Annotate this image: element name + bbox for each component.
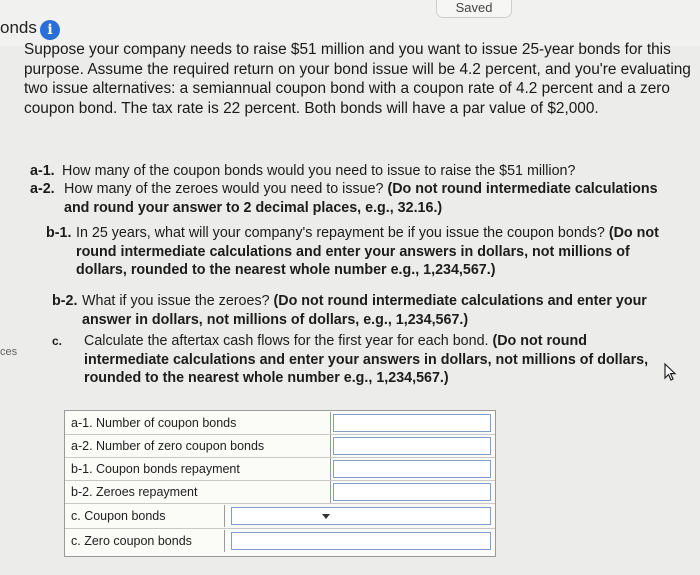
question-label: b-2. <box>52 293 78 309</box>
table-row <box>65 481 495 503</box>
coupon-cashflow-input[interactable] <box>231 507 491 525</box>
question-text: Calculate the aftertax cash flows for the first year for each bond. <box>84 333 493 349</box>
table-row <box>65 435 495 457</box>
problem-statement: Suppose your company needs to raise $51 million and you want to issue 25-year bonds for this purpose. Assume the required return on your bond issue will be 4.2 percent, and you're evaluating two issue alternatives: a semiannual coupon bond with a coupon rate of 4.2 percent and a zero coupon bond. The tax rate is 22 percent. Both bonds will have a par value of $2,000. <box>24 41 691 117</box>
table-row <box>65 412 495 434</box>
row-divider <box>65 503 495 504</box>
table-row <box>65 458 495 480</box>
row-label: c. Zero coupon bonds <box>65 530 225 552</box>
question-instruction: (Do not round intermediate calculations and enter your answer in dollars, not millions of dollars, e.g., 1,234,567.) <box>82 293 647 328</box>
info-icon[interactable]: i <box>40 20 60 40</box>
mouse-cursor-icon <box>661 362 679 382</box>
question-label: c. <box>52 334 63 348</box>
row-divider <box>65 528 495 529</box>
zeroes-repayment-input[interactable] <box>333 483 491 501</box>
question-instruction: (Do not round intermediate calculations and round your answer to 2 decimal places, e.g., 32.16.) <box>64 181 658 216</box>
row-label: c. Coupon bonds <box>65 505 225 527</box>
question-label: b-1. <box>46 225 72 241</box>
question-instruction: (Do not round intermediate calculations and enter your answers in dollars, not millions of dollars, rounded to the nearest whole number e.g., 1,234,567.) <box>84 333 649 386</box>
table-row <box>65 505 495 527</box>
saved-indicator: Saved <box>436 0 512 18</box>
question-text: How many of the zeroes would you need to issue? <box>64 181 388 197</box>
row-label: a-2. Number of zero coupon bonds <box>65 435 331 457</box>
zero-coupon-cashflow-input[interactable] <box>231 532 491 550</box>
question-instruction: (Do not round intermediate calculations and enter your answers in dollars, not millions of dollars, rounded to the nearest whole number e.g., 1,234,567.) <box>76 225 659 278</box>
zero-coupon-bonds-count-input[interactable] <box>333 437 491 455</box>
question-text: How many of the coupon bonds would you need to issue to raise the $51 million? <box>62 163 576 179</box>
row-label: a-1. Number of coupon bonds <box>65 412 331 434</box>
chevron-down-icon[interactable] <box>322 514 330 519</box>
question-label: a-2. <box>30 181 55 197</box>
row-label: b-1. Coupon bonds repayment <box>65 458 331 480</box>
table-row <box>65 530 495 552</box>
question-text: What if you issue the zeroes? <box>82 293 274 309</box>
answer-table <box>64 410 496 557</box>
page-title: onds <box>0 18 37 37</box>
side-nav-label[interactable]: ces <box>0 346 18 358</box>
question-label: a-1. <box>30 163 55 179</box>
question-text: In 25 years, what will your company's repayment be if you issue the coupon bonds? <box>76 225 609 241</box>
row-label: b-2. Zeroes repayment <box>65 481 331 503</box>
coupon-repayment-input[interactable] <box>333 460 491 478</box>
coupon-bonds-count-input[interactable] <box>333 414 491 432</box>
